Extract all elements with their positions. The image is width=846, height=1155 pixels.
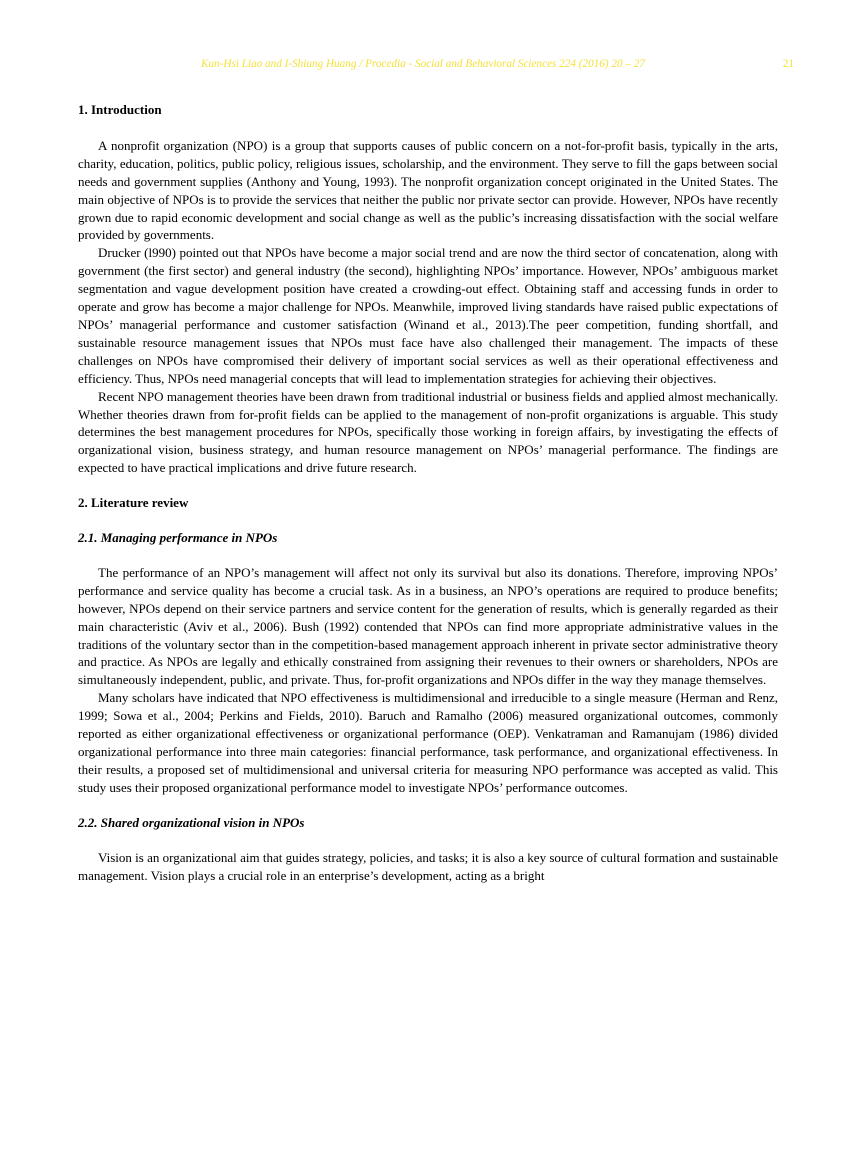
spacer <box>78 547 778 564</box>
spacer <box>78 832 778 849</box>
subsection-heading-shared-vision: 2.2. Shared organizational vision in NPOs <box>78 814 305 830</box>
intro-paragraph-1: A nonprofit organization (NPO) is a group that supports causes of public concern on a not-for-profit basis, typically in the arts, charity, education, politics, public policy, religious issues, scholarship, and the environment. They serve to fill the gaps between social needs and government supplies (Anthony and Young, 1993). The nonprofit organization concept originated in the United States. The main objective of NPOs is to provide the services that neither the public nor private sector can provide. However, NPOs have recently grown due to rapid economic development and social change as well as the public’s increasing dissatisfaction with the social welfare provided by governments. <box>78 137 778 243</box>
section-heading-introduction: 1. Introduction <box>78 102 162 117</box>
vision-paragraph-1: Vision is an organizational aim that guides strategy, policies, and tasks; it is also a key source of cultural formation and sustainable management. Vision plays a crucial role in an enterprise’s development, acting as a bright <box>78 849 778 883</box>
body-text <box>78 101 778 884</box>
spacer <box>78 477 778 494</box>
spacer <box>78 119 778 137</box>
running-header <box>0 58 846 74</box>
running-title: Kun-Hsi Liao and I-Shiung Huang / Procedia - Social and Behavioral Sciences 224 (2016) 20 – 27 <box>201 58 645 70</box>
intro-paragraph-2: Drucker (l990) pointed out that NPOs have become a major social trend and are now the third sector of concatenation, along with government (the first sector) and general industry (the second), highlighting NPOs’ importance. However, NPOs’ ambiguous market segmentation and vague development position have created a crowding-out effect. Obtaining staff and accessing funds in order to operate and grow has become a major challenge for NPOs. Meanwhile, improved living standards have raised public expectations of NPOs’ managerial performance and customer satisfaction (Winand et al., 2013).The peer competition, funding shortfall, and sustainable resource management issues that NPOs must face have also challenged their management. The impacts of these challenges on NPOs have compromised their delivery of important social services as well as their operational effectiveness and efficiency. Thus, NPOs need managerial concepts that will lead to implementation strategies for achieving their objectives. <box>78 245 778 386</box>
subsection-heading-managing-performance: 2.1. Managing performance in NPOs <box>78 530 278 546</box>
spacer <box>78 797 778 814</box>
lit-paragraph-2: Many scholars have indicated that NPO effectiveness is multidimensional and irreducible to a single measure (Herman and Renz, 1999; Sowa et al., 2004; Perkins and Fields, 2010). Baruch and Ramalho (2006) measured organizational outcomes, commonly reported as either organizational effectiveness or organizational performance (OEP). Venkatraman and Ramanujam (1986) divided organizational performance into three main categories: financial performance, task performance, and organizational effectiveness. In their results, a proposed set of multidimensional and universal criteria for measuring NPO performance was accepted as valid. This study uses their proposed organizational performance model to investigate NPOs’ performance outcomes. <box>78 690 778 795</box>
intro-paragraph-3: Recent NPO management theories have been drawn from traditional industrial or business fields and applied almost mechanically. Whether theories drawn from for-profit fields can be applied to the management of non-profit organizations is arguable. This study determines the best management procedures for NPOs, specifically those working in foreign affairs, by investigating the effects of organizational vision, business strategy, and human resource management on NPOs’ managerial performance. The findings are expected to have practical implications and drive future research. <box>78 388 778 476</box>
spacer <box>78 512 778 529</box>
page-number: 21 <box>782 58 794 70</box>
section-heading-literature-review: 2. Literature review <box>78 495 189 511</box>
lit-paragraph-1: The performance of an NPO’s management will affect not only its survival but also its donations. Therefore, improving NPOs’ performance and service quality has become a crucial task. As in a business, an NPO’s operations are required to produce benefits; however, NPOs depend on their service partners and service content for the generation of results, which is generally regarded as their main characteristic (Aviv et al., 2006). Bush (1992) contended that NPOs can find more appropriate administrative values in the traditions of the voluntary sector than in the competition-based management approach inherent in private sector administrative theory and practice. As NPOs are legally and ethically constrained from assigning their revenues to their owners or shareholders, NPOs are simultaneously independent, public, and private. Thus, for-profit organizations and NPOs differ in the way they manage themselves. <box>78 564 778 688</box>
